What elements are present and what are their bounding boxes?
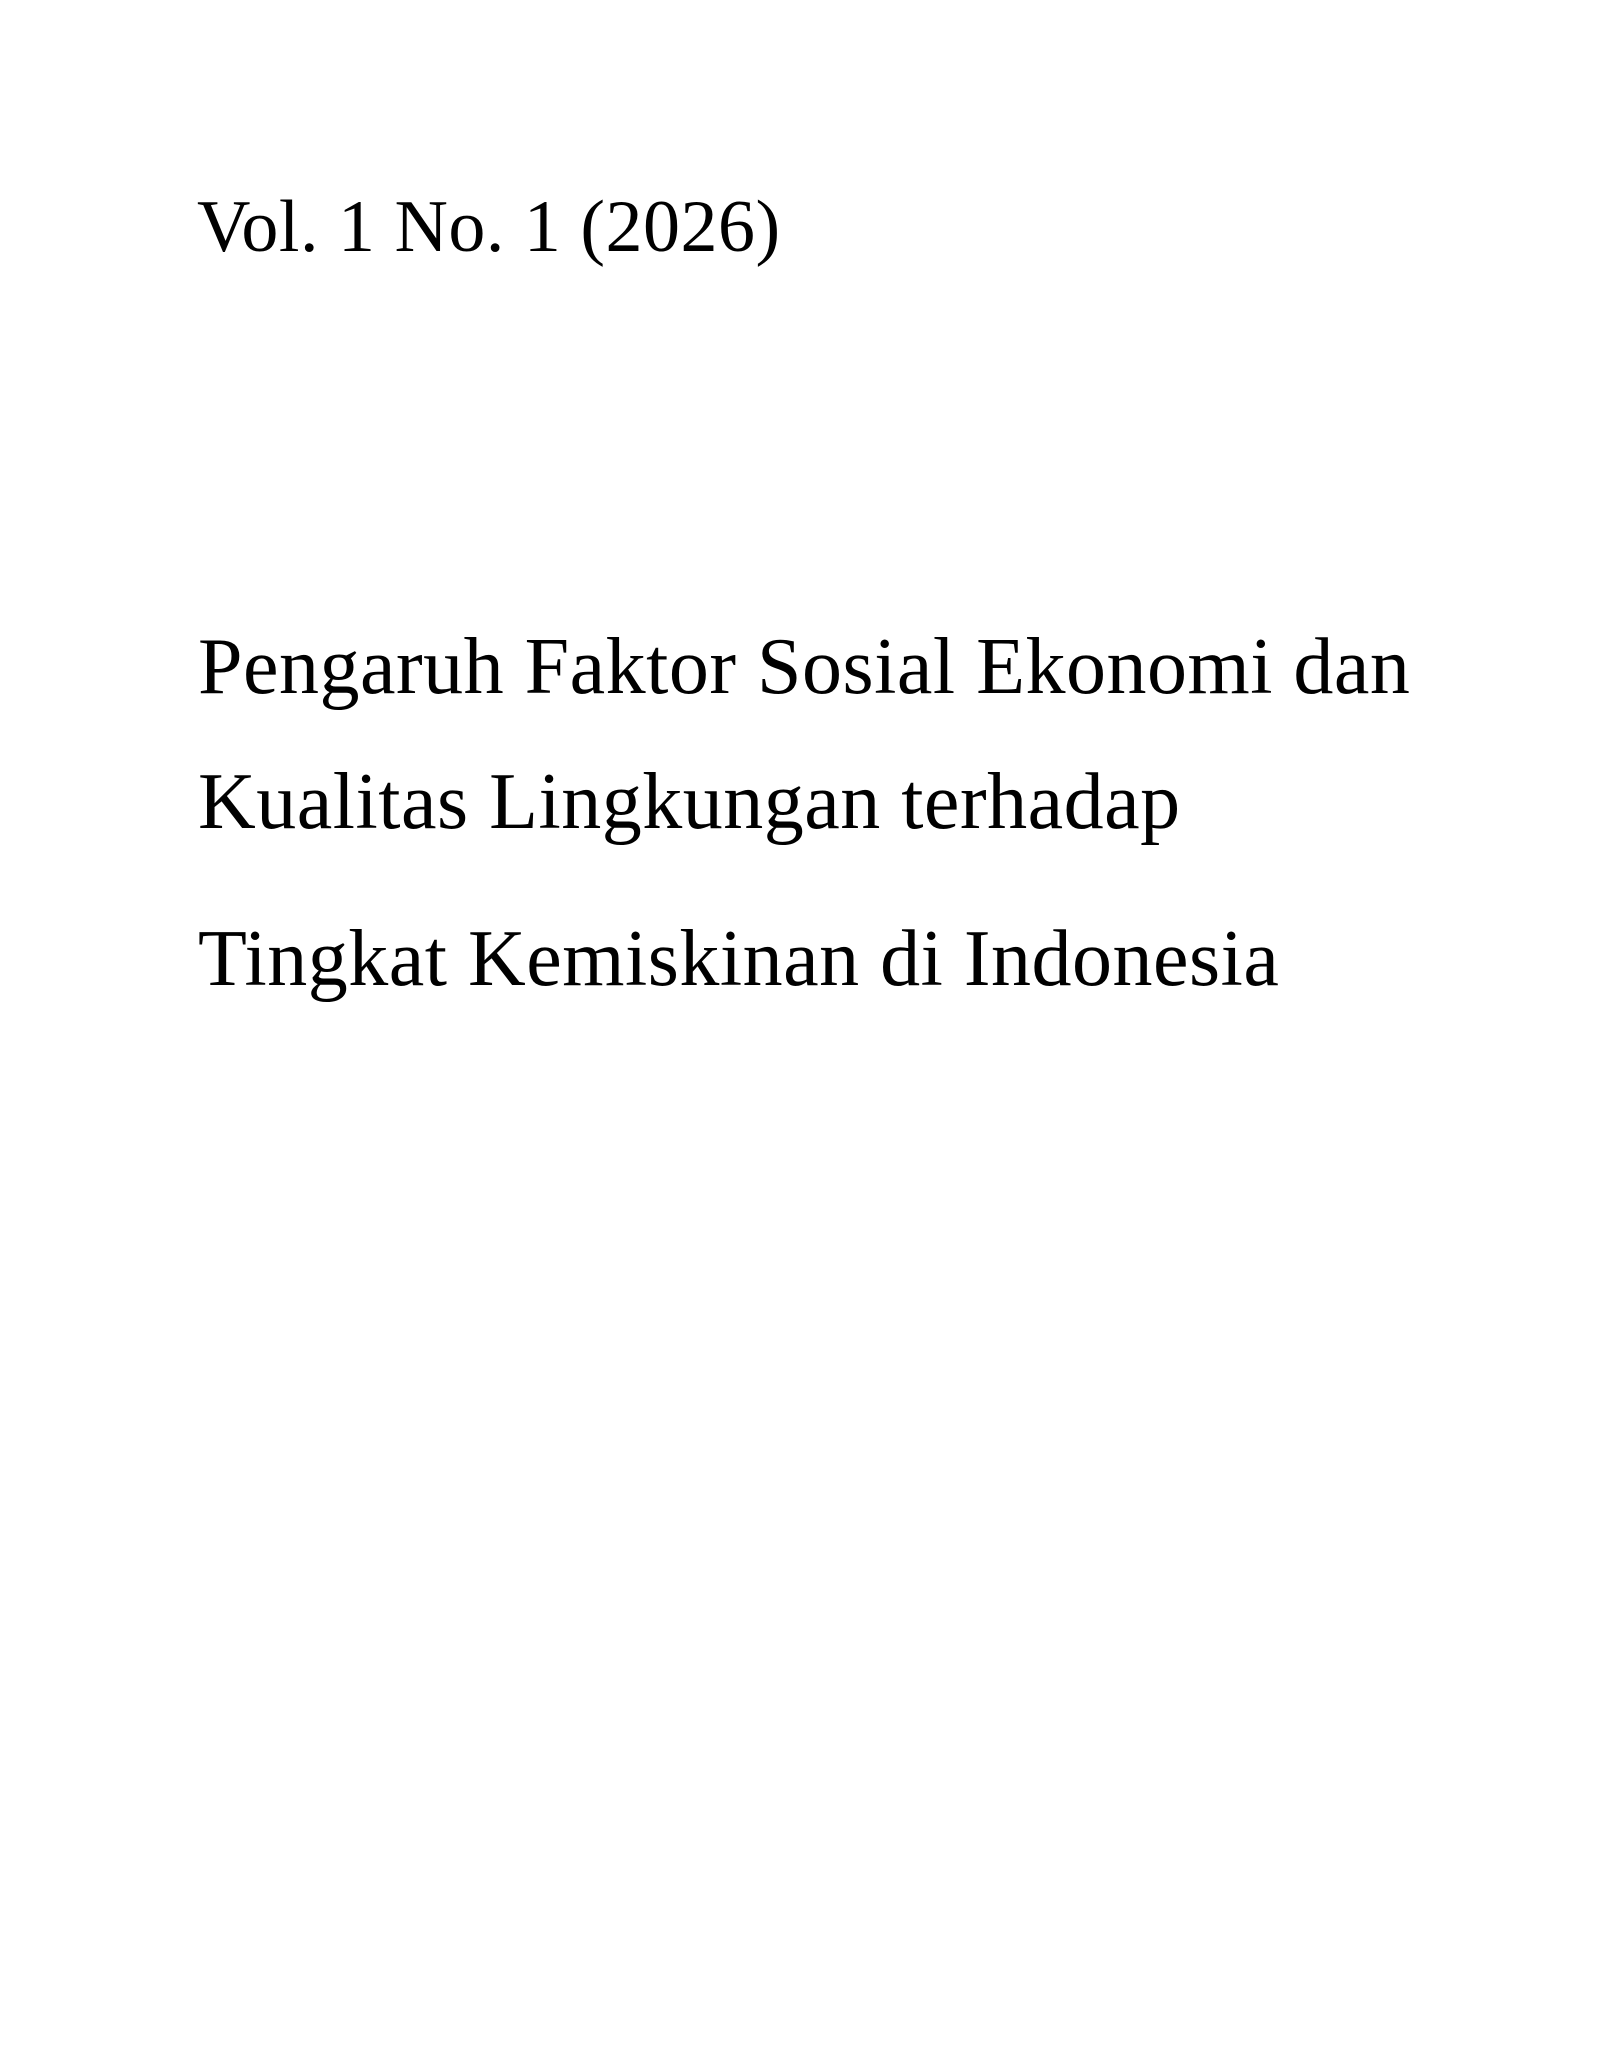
article-title-line-1: Pengaruh Faktor Sosial Ekonomi dan (198, 623, 1411, 711)
article-title-line-3: Tingkat Kemiskinan di Indonesia (198, 915, 1280, 1003)
article-title (198, 600, 1410, 1027)
journal-issue-label: Vol. 1 No. 1 (2026) (197, 186, 781, 268)
article-title-line-2: Kualitas Lingkungan terhadap (198, 758, 1181, 846)
